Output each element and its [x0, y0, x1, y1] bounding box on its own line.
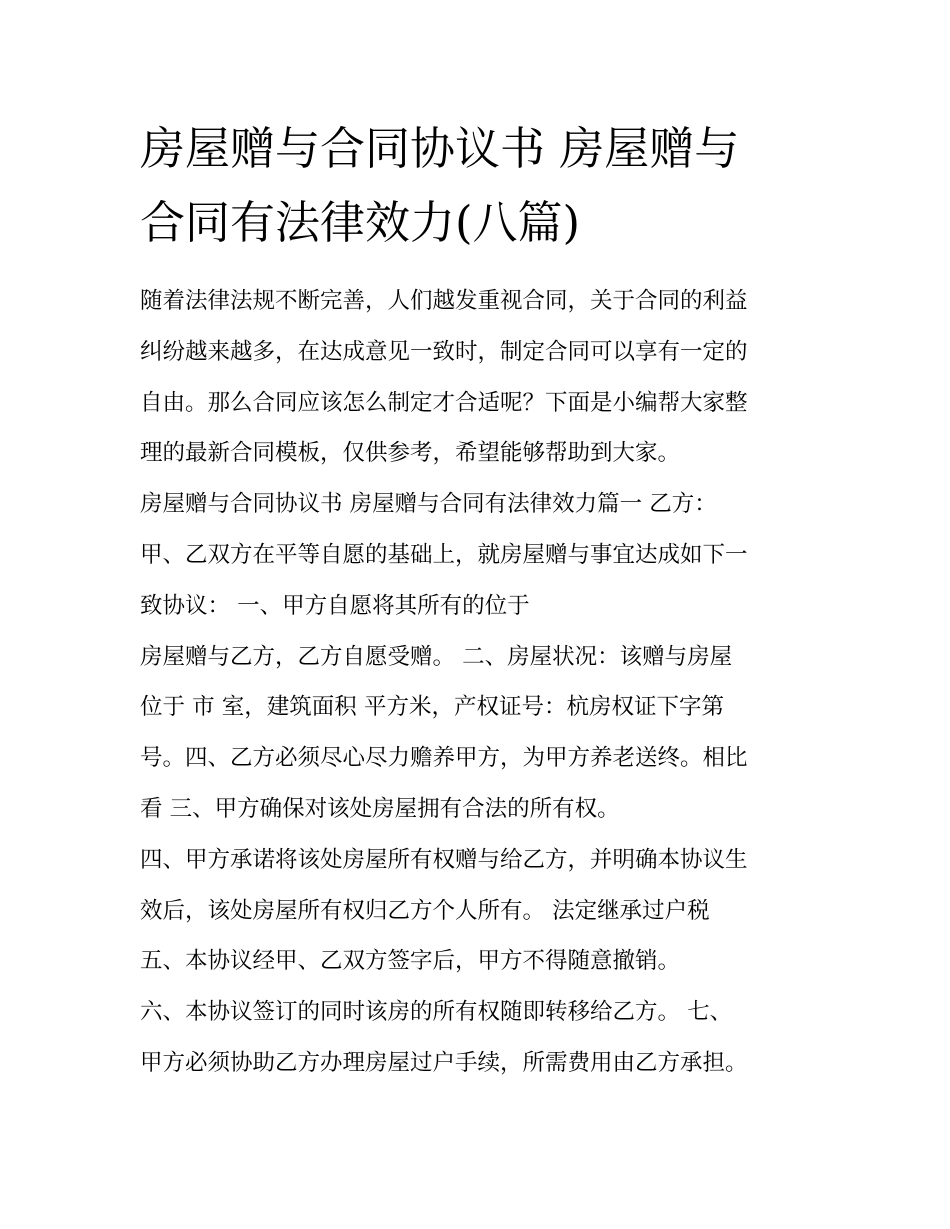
body-line: 自由。那么合同应该怎么制定才合适呢？下面是小编帮大家整	[140, 389, 748, 416]
body-line: 甲、乙双方在平等自愿的基础上，就房屋赠与事宜达成如下一	[140, 541, 748, 568]
body-line: 房屋赠与乙方，乙方自愿受赠。 二、房屋状况：该赠与房屋	[140, 643, 733, 670]
body-line: 随着法律法规不断完善，人们越发重视合同，关于合同的利益	[140, 288, 748, 314]
body-line: 五、本协议经甲、乙双方签字后，甲方不得随意撤销。	[140, 948, 681, 975]
body-line: 四、甲方承诺将该处房屋所有权赠与给乙方，并明确本协议生	[140, 846, 748, 873]
body-line: 致协议： 一、甲方自愿将其所有的位于	[140, 592, 530, 619]
body-line: 房屋赠与合同协议书 房屋赠与合同有法律效力篇一 乙方：	[140, 491, 717, 518]
body-line: 位于 市 室，建筑面积 平方米，产权证号：杭房权证下字第	[140, 694, 724, 721]
body-line: 效后，该处房屋所有权归乙方个人所有。 法定继承过户税	[140, 897, 710, 924]
body-line: 纠纷越来越多，在达成意见一致时，制定合同可以享有一定的	[140, 338, 748, 365]
document-body	[140, 276, 830, 1089]
body-line: 甲方必须协助乙方办理房屋过户手续，所需费用由乙方承担。	[140, 1049, 748, 1076]
title-line-2: 合同有法律效力(八篇)	[140, 196, 581, 249]
document-title	[140, 112, 820, 260]
body-line: 号。四、乙方必须尽心尽力赡养甲方，为甲方养老送终。相比	[140, 745, 748, 772]
body-line: 看 三、甲方确保对该处房屋拥有合法的所有权。	[140, 795, 620, 822]
title-line-1: 房屋赠与合同协议书 房屋赠与	[140, 122, 740, 175]
body-line: 理的最新合同模板，仅供参考，希望能够帮助到大家。	[140, 440, 681, 467]
body-line: 六、本协议签订的同时该房的所有权随即转移给乙方。 七、	[140, 999, 733, 1026]
